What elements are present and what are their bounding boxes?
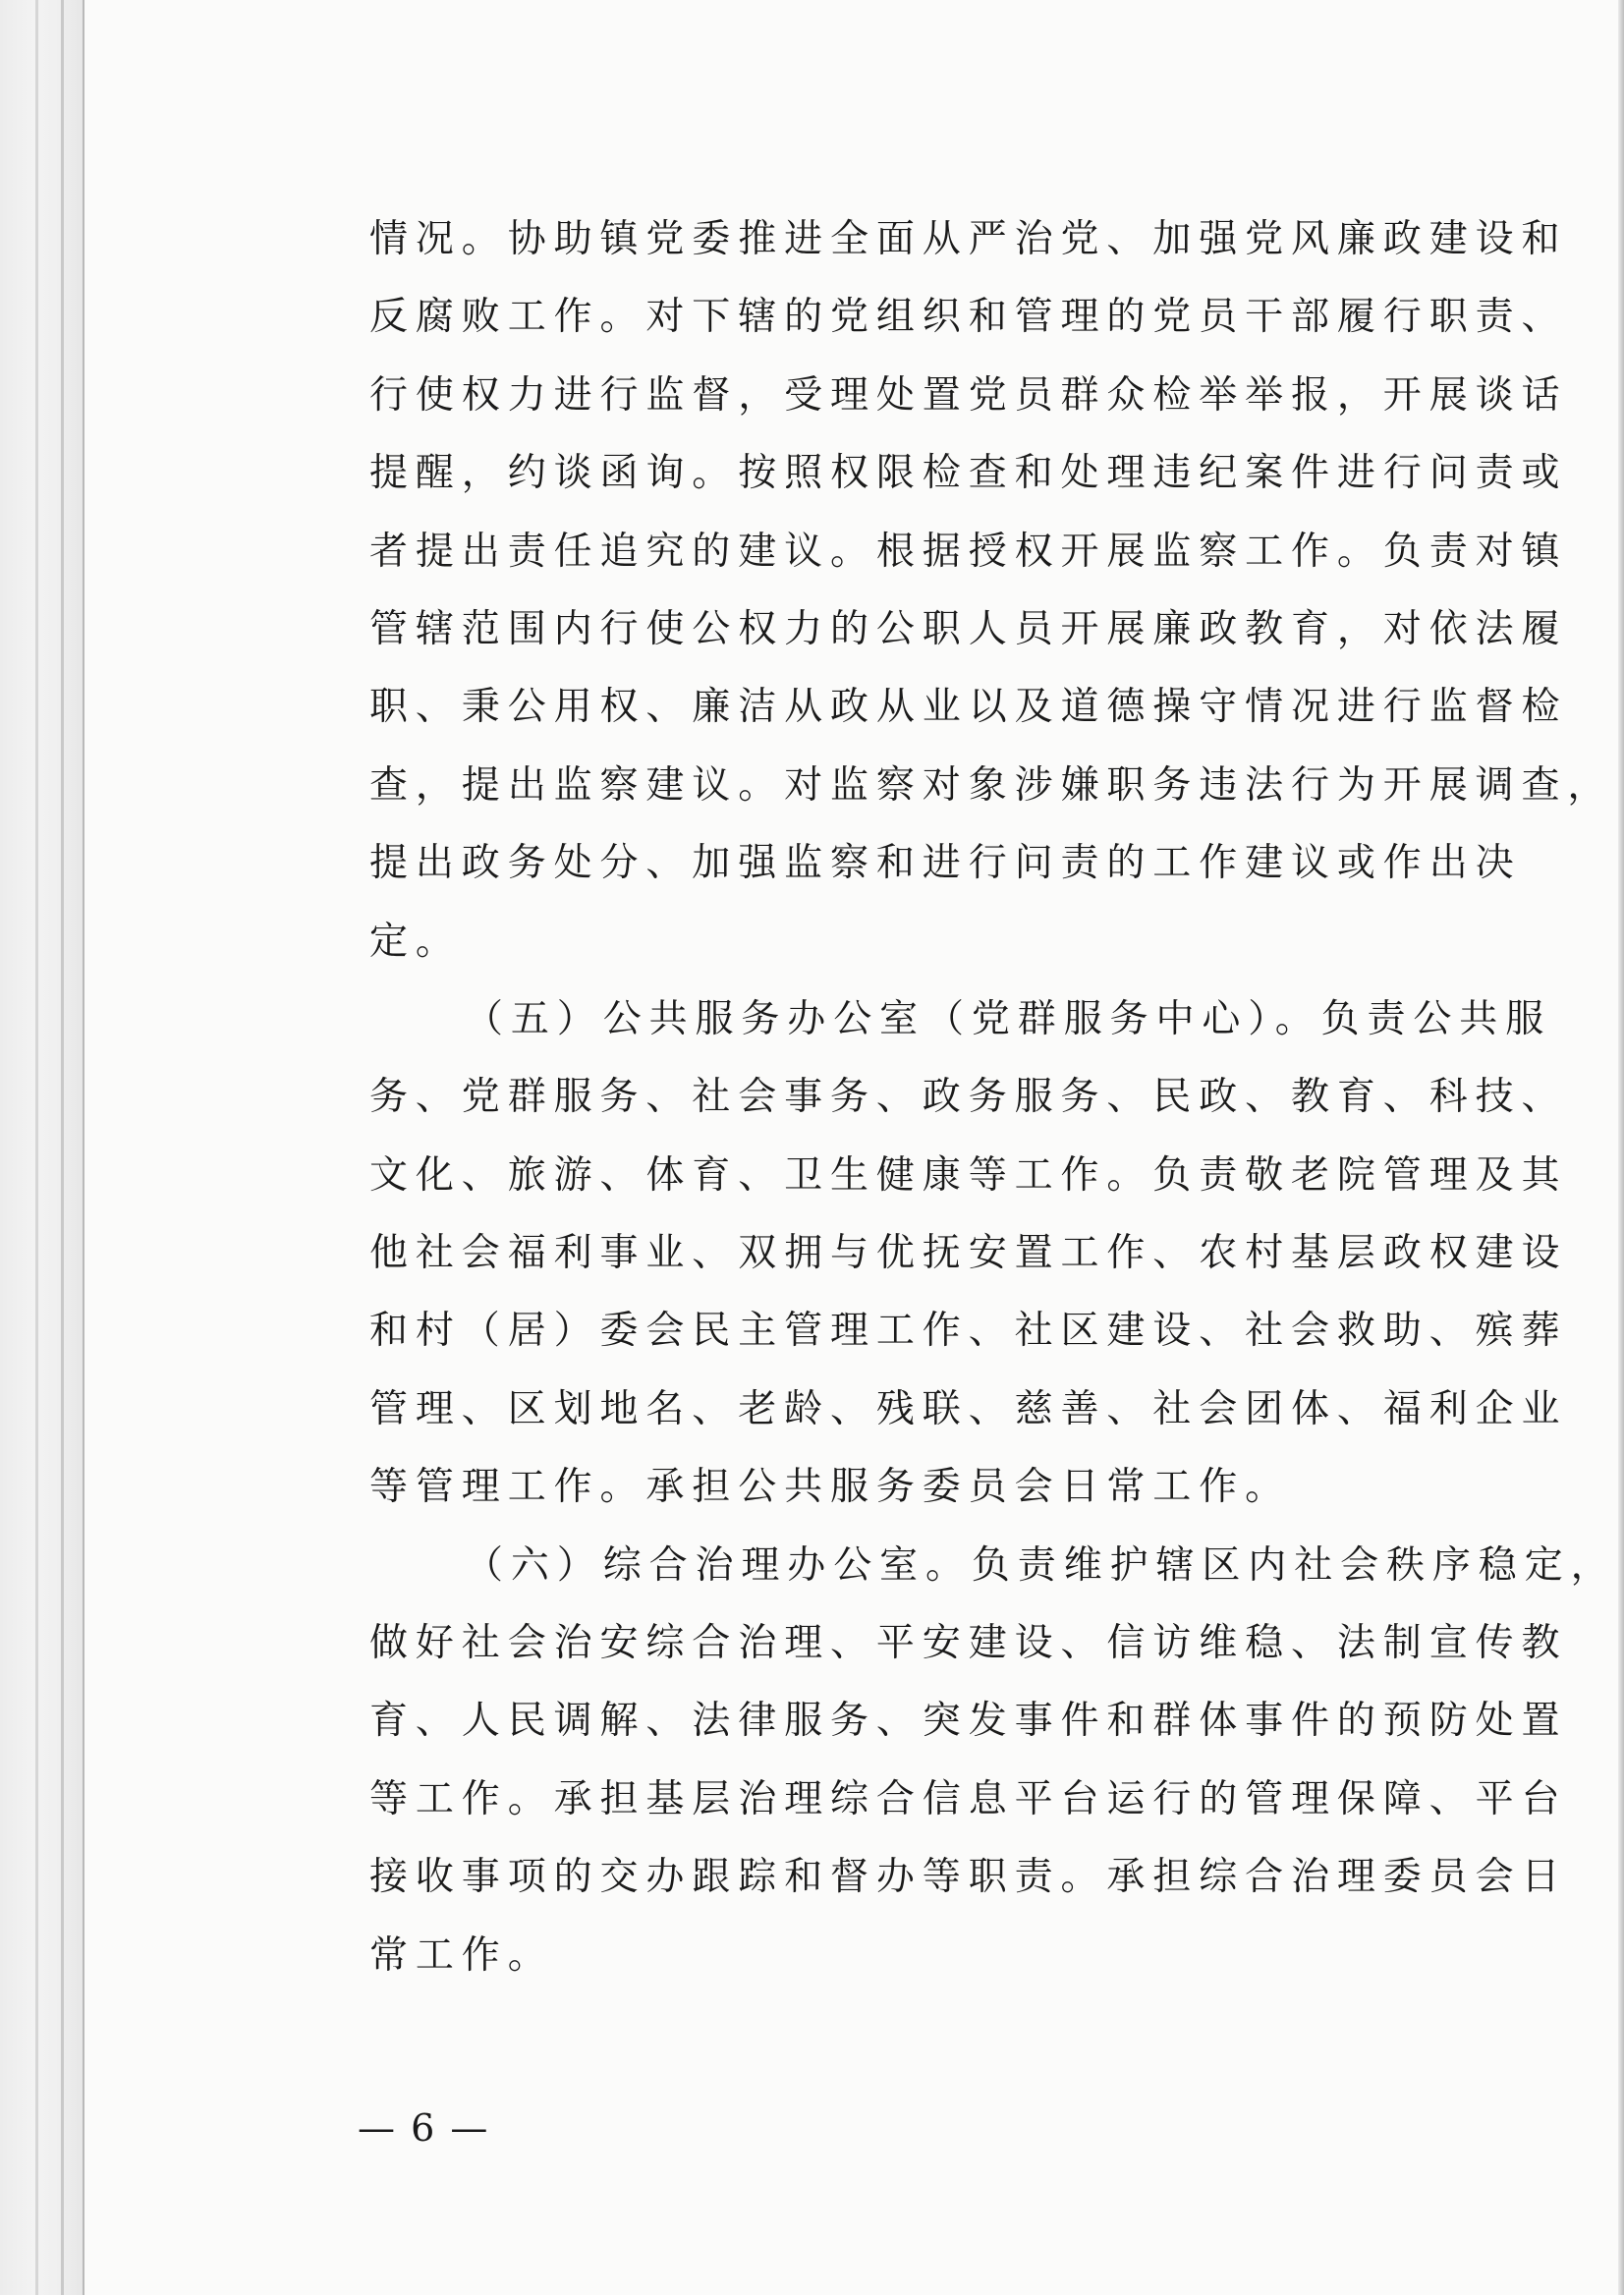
- text-line: 和村（居）委会民主管理工作、社区建设、社会救助、殡葬: [369, 1309, 1568, 1354]
- text-line: 管辖范围内行使公权力的公职人员开展廉政教育，对依法履: [369, 606, 1568, 651]
- text-line: 提出政务处分、加强监察和进行问责的工作建议或作出决: [369, 841, 1522, 886]
- text-line: 常工作。: [369, 1932, 554, 1978]
- text-line: 提醒，约谈函询。按照权限检查和处理违纪案件进行问责或: [369, 451, 1568, 496]
- text-line: 行使权力进行监督，受理处置党员群众检举举报，开展谈话: [369, 372, 1568, 418]
- text-line: 等管理工作。承担公共服务委员会日常工作。: [369, 1465, 1292, 1510]
- paper-stack-edge: [0, 0, 84, 2295]
- text-line: 查，提出监察建议。对监察对象涉嫌职务违法行为开展调查，: [369, 762, 1614, 808]
- paper-right-edge: [1618, 0, 1624, 2295]
- text-line: 管理、区划地名、老龄、残联、慈善、社会团体、福利企业: [369, 1386, 1568, 1431]
- paper-edge-line: [61, 0, 64, 2295]
- text-line: 他社会福利事业、双拥与优抚安置工作、农村基层政权建设: [369, 1231, 1568, 1276]
- text-line: 定。: [369, 919, 462, 964]
- text-line: 情况。协助镇党委推进全面从严治党、加强党风廉政建设和: [369, 217, 1568, 261]
- text-line: 者提出责任追究的建议。根据授权开展监察工作。负责对镇: [369, 529, 1568, 574]
- section-heading-line: （六）综合治理办公室。负责维护辖区内社会秩序稳定，: [465, 1542, 1617, 1588]
- text-line: 职、秉公用权、廉洁从政从业以及道德操守情况进行监督检: [369, 685, 1568, 730]
- paper-edge-line: [35, 0, 38, 2295]
- text-line: 接收事项的交办跟踪和督办等职责。承担综合治理委员会日: [369, 1855, 1568, 1900]
- text-line: 务、党群服务、社会事务、政务服务、民政、教育、科技、: [369, 1075, 1568, 1120]
- section-heading-line: （五）公共服务办公室（党群服务中心）。负责公共服: [465, 996, 1552, 1041]
- text-line: 等工作。承担基层治理综合信息平台运行的管理保障、平台: [369, 1776, 1568, 1821]
- text-line: 育、人民调解、法律服务、突发事件和群体事件的预防处置: [369, 1699, 1568, 1744]
- document-body: [369, 200, 1617, 1994]
- text-line: 做好社会治安综合治理、平安建设、信访维稳、法制宣传教: [369, 1621, 1568, 1666]
- text-line: 反腐败工作。对下辖的党组织和管理的党员干部履行职责、: [369, 295, 1568, 340]
- page-number: — 6 —: [358, 2106, 490, 2150]
- text-line: 文化、旅游、体育、卫生健康等工作。负责敬老院管理及其: [369, 1152, 1568, 1198]
